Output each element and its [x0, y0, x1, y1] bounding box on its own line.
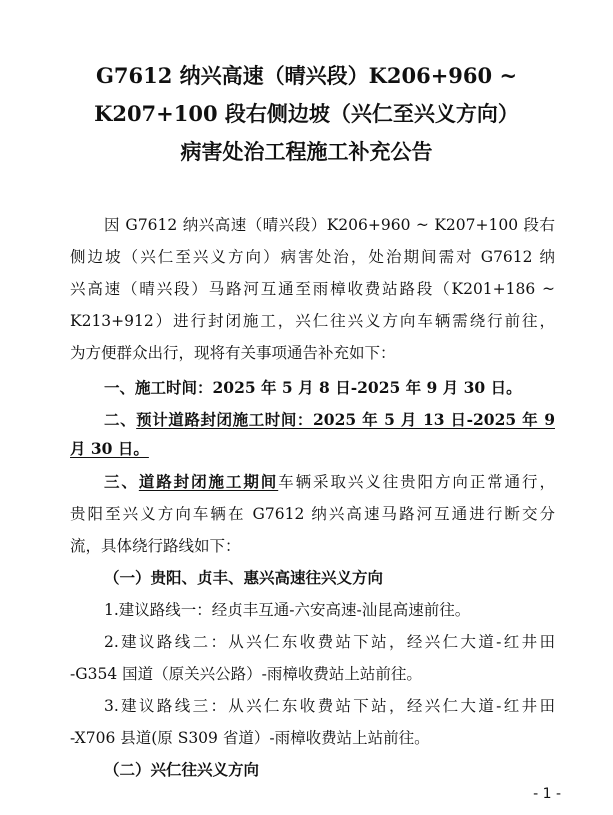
route-2-line-2: -G354 国道（原关兴公路）-雨樟收费站上站前往。 [70, 665, 422, 683]
route-3-line-1: 3.建议路线三：从兴仁东收费站下站，经兴仁大道-红井田 [104, 697, 555, 715]
section-2-closure-time-line-2 [70, 437, 555, 459]
section-3-rest: 车辆采取兴义往贵阳方向正常通行， [278, 473, 555, 491]
section-3-underlined-heading: 道路封闭施工期间 [138, 472, 279, 491]
notice-title-line-2: K207+100 段右侧边坡（兴仁至兴义方向） [94, 101, 519, 126]
section-2-closure-time-text: 预计道路封闭施工时间：2025 年 5 月 13 日-2025 年 9 [136, 410, 555, 429]
section-3-line-2: 贵阳至兴义方向车辆在 G7612 纳兴高速马路河互通进行断交分 [70, 505, 555, 523]
notice-title-line-3: 病害处治工程施工补充公告 [180, 139, 433, 164]
subsection-1-heading: （一）贵阳、贞丰、惠兴高速往兴义方向 [104, 568, 384, 587]
section-2-prefix: 二、 [104, 410, 137, 429]
route-3-line-2: -X706 县道(原 S309 省道）-雨樟收费站上站前往。 [70, 729, 430, 747]
section-2-closure-time-line-1 [104, 408, 555, 430]
intro-line-1: 因 G7612 纳兴高速（晴兴段）K206+960 ~ K207+100 段右 [104, 216, 555, 234]
section-3-line-3: 流，具体绕行路线如下： [70, 537, 241, 555]
intro-line-5: 为方便群众出行，现将有关事项通告补充如下： [70, 344, 396, 362]
subsection-2-heading: （二）兴仁往兴义方向 [104, 760, 260, 779]
intro-line-3: 兴高速（晴兴段）马路河互通至雨樟收费站路段（K201+186 ~ [70, 280, 555, 298]
notice-title-line-1: G7612 纳兴高速（晴兴段）K206+960 ~ [95, 63, 518, 88]
page-number: - 1 - [533, 786, 561, 802]
route-1: 1.建议路线一：经贞丰互通-六安高速-汕昆高速前往。 [104, 601, 471, 619]
section-2-closure-time-end: 月 30 日。 [70, 439, 149, 458]
intro-line-4: K213+912）进行封闭施工，兴仁往兴义方向车辆需绕行前往， [70, 312, 555, 330]
section-1-construction-time: 一、施工时间：2025 年 5 月 8 日-2025 年 9 月 30 日。 [104, 378, 522, 397]
section-3-line-1 [104, 470, 555, 492]
route-2-line-1: 2.建议路线二：从兴仁东收费站下站，经兴仁大道-红井田 [104, 633, 555, 651]
section-3-prefix: 三、 [104, 472, 139, 491]
intro-line-2: 侧边坡（兴仁至兴义方向）病害处治，处治期间需对 G7612 纳 [70, 248, 555, 266]
